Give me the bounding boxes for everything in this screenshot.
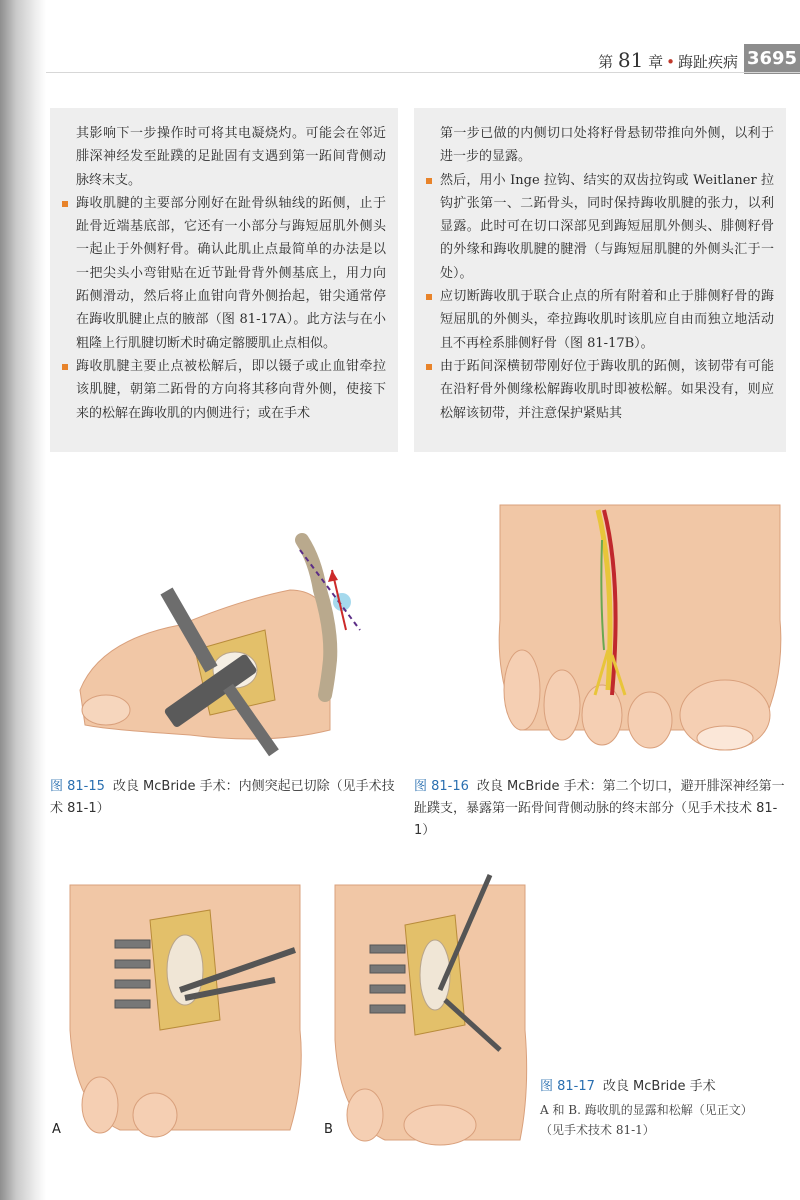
header-separator-dot: • — [666, 53, 675, 71]
figure-81-17-subcaption: A 和 B. 踇收肌的显露和松解（见正文）（见手术技术 81-1） — [540, 1103, 753, 1137]
chapter-prefix: 第 — [598, 53, 614, 71]
figure-81-16-caption — [414, 776, 786, 842]
bullet-paragraph — [426, 169, 774, 285]
paragraph — [426, 122, 774, 169]
figure-caption-text: 改良 McBride 手术：内侧突起已切除（见手术技术 81-1） — [50, 779, 395, 816]
paragraph-text: 踇收肌腱的主要部分刚好在趾骨纵轴线的跖侧，止于趾骨近端基底部，它还有一小部分与踇短屈肌外侧头一起止于外侧籽骨。确认此肌止点最简单的办法是以一把尖头小弯钳贴在近节趾骨背外侧基底上，用力向跖侧滑动，然后将止血钳向背外侧抬起，钳尖通常停在踇收肌腱止点的腋部（图 81-17A）。此方法与在小粗隆上行肌腱切断术时确定髂腰肌止点相似。 — [76, 195, 386, 351]
panel-letter-b: B — [324, 1122, 333, 1137]
chapter-title: 踇趾疾病 — [677, 53, 738, 71]
right-text-box — [414, 108, 786, 452]
book-spine-shadow — [0, 0, 46, 1200]
chapter-suffix: 章 — [648, 53, 664, 71]
paragraph-text: 应切断踇收肌于联合止点的所有附着和止于腓侧籽骨的踇短屈肌的外侧头，牵拉踇收肌时该肌应自由而独立地活动且不再栓系腓侧籽骨（图 81-17B）。 — [440, 289, 774, 351]
paragraph-text: 然后，用小 Inge 拉钩、结实的双齿拉钩或 Weitlaner 拉钩扩张第一、二跖骨头，同时保持踇收肌腱的张力，以利显露。此时可在切口深部见到踇短屈肌外侧头、腓侧籽骨的外缘和踇收肌腱的腱滑（与踇短屈肌腱的外侧头汇于一处）。 — [440, 172, 774, 281]
figure-81-17b-illustration — [330, 870, 530, 1150]
bullet-paragraph — [426, 355, 774, 425]
left-text-box — [50, 108, 398, 452]
figure-label: 图 81-17 — [540, 1079, 595, 1094]
bullet-marker — [62, 201, 68, 207]
figure-81-17-caption — [540, 1076, 770, 1098]
paragraph-text: 第一步已做的内侧切口处将籽骨悬韧带推向外侧，以利于进一步的显露。 — [440, 126, 774, 165]
paragraph — [62, 122, 386, 192]
header-rule — [46, 72, 800, 73]
paragraph-text: 由于跖间深横韧带刚好位于踇收肌的跖侧，该韧带有可能在沿籽骨外侧缘松解踇收肌时即被松解。如果没有，则应松解该韧带，并注意保护紧贴其 — [440, 358, 774, 421]
figure-label: 图 81-15 — [50, 779, 105, 794]
chapter-number: 81 — [617, 48, 644, 72]
bullet-marker — [62, 364, 68, 370]
page-number: 3695 — [744, 44, 800, 74]
panel-letter-a: A — [52, 1122, 61, 1137]
figure-81-15-caption — [50, 776, 395, 820]
figure-81-16-illustration — [490, 500, 790, 760]
paragraph-text: 其影响下一步操作时可将其电凝烧灼。可能会在邻近腓深神经发至趾蹼的足趾固有支遇到第一跖间背侧动脉终末支。 — [76, 126, 386, 188]
bullet-paragraph — [62, 355, 386, 425]
running-header — [598, 48, 738, 72]
bullet-paragraph — [62, 192, 386, 355]
figure-label: 图 81-16 — [414, 779, 469, 794]
figure-caption-title: 改良 McBride 手术 — [602, 1079, 716, 1094]
figure-caption-text: 改良 McBride 手术：第二个切口，避开腓深神经第一趾蹼支，暴露第一跖骨间背侧动脉的终末部分（见手术技术 81-1） — [414, 779, 785, 838]
bullet-paragraph — [426, 285, 774, 355]
bullet-marker — [426, 364, 432, 370]
paragraph-text: 踇收肌腱主要止点被松解后，即以镊子或止血钳牵拉该肌腱，朝第二跖骨的方向将其移向背外侧，使接下来的松解在踇收肌的内侧进行；或在手术 — [76, 358, 386, 421]
figure-81-17a-illustration — [60, 880, 310, 1140]
figure-81-15-illustration — [70, 530, 400, 770]
bullet-marker — [426, 294, 432, 300]
bullet-marker — [426, 178, 432, 184]
